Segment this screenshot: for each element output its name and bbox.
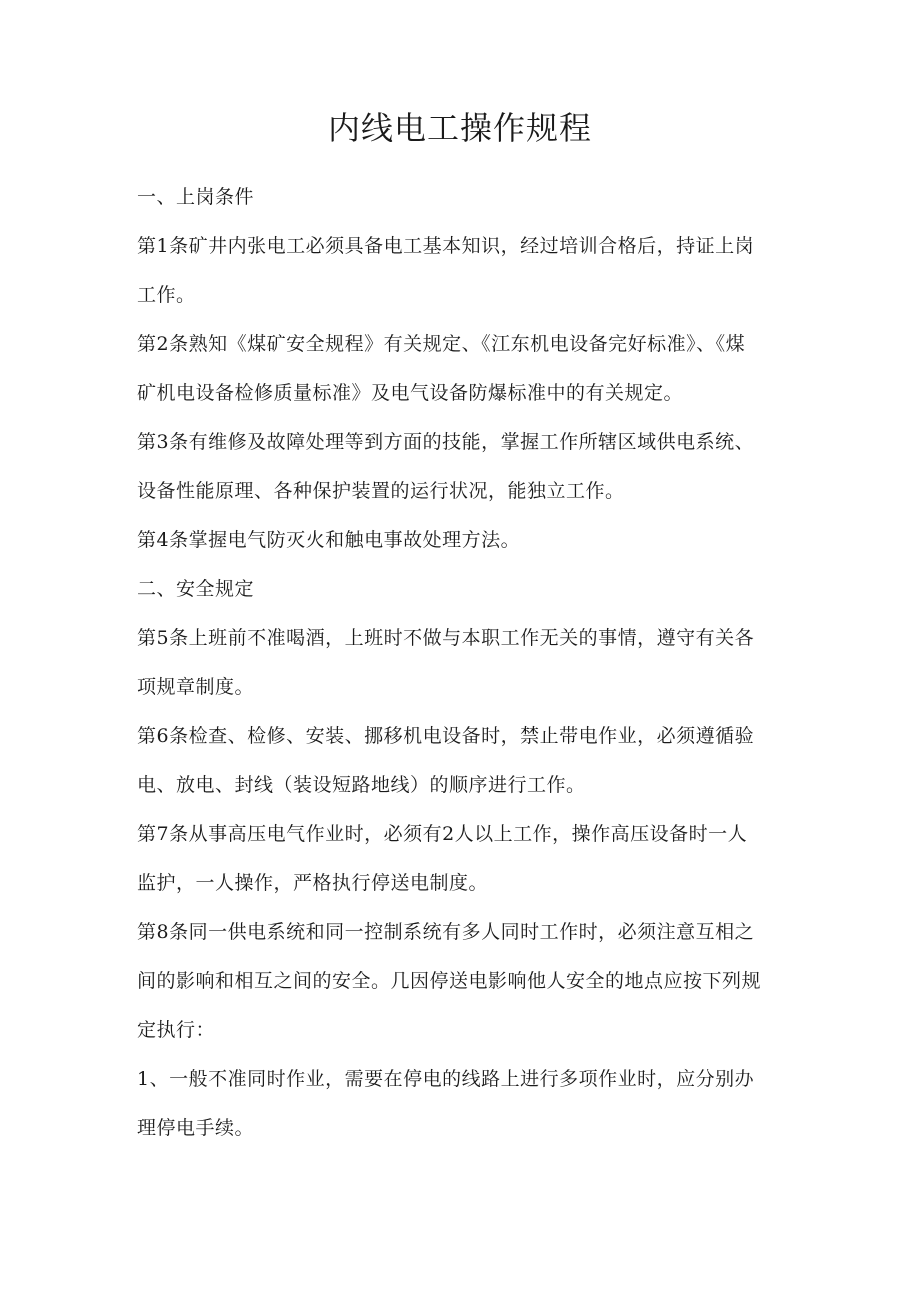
text-line: 项规章制度。: [137, 676, 255, 698]
text-line: 第8条同一供电系统和同一控制系统有多人同时工作时，必须注意互相之: [137, 921, 755, 943]
text-line: 矿机电设备检修质量标准》及电气设备防爆标准中的有关规定。: [137, 382, 684, 404]
text-line: 理停电手续。: [137, 1117, 255, 1139]
text-line: 第2条熟知《煤矿安全规程》有关规定、《江东机电设备完好标准》、《煤: [137, 333, 746, 355]
text-line: 第7条从事高压电气作业时，必须有2人以上工作，操作高压设备时一人: [137, 823, 748, 845]
text-line: 第4条掌握电气防灭火和触电事故处理方法。: [137, 529, 521, 551]
text-line: 监护，一人操作，严格执行停送电制度。: [137, 872, 489, 894]
text-line: 第6条检查、检修、安装、挪移机电设备时，禁止带电作业，必须遵循验: [137, 725, 755, 747]
section-heading-qualifications: 一、上岗条件: [137, 186, 255, 208]
text-line: 工作。: [137, 284, 196, 306]
text-line: 设备性能原理、各种保护装置的运行状况，能独立工作。: [137, 480, 625, 502]
text-line: 第3条有维修及故障处理等到方面的技能，掌握工作所辖区域供电系统、: [137, 431, 755, 453]
document-title: 内线电工操作规程: [327, 109, 592, 147]
text-line: 电、放电、封线（装设短路地线）的顺序进行工作。: [137, 774, 586, 796]
text-line: 1、一般不准同时作业，需要在停电的线路上进行多项作业时，应分别办: [137, 1068, 755, 1090]
text-line: 定执行：: [137, 1019, 216, 1041]
text-line: 间的影响和相互之间的安全。几因停送电影响他人安全的地点应按下列规: [137, 970, 762, 992]
section-heading-safety: 二、安全规定: [137, 578, 255, 600]
document-body: [137, 176, 787, 1156]
text-line: 第1条矿井内张电工必须具备电工基本知识，经过培训合格后，持证上岗: [137, 235, 755, 257]
text-line: 第5条上班前不准喝酒，上班时不做与本职工作无关的事情，遵守有关各: [137, 627, 755, 649]
